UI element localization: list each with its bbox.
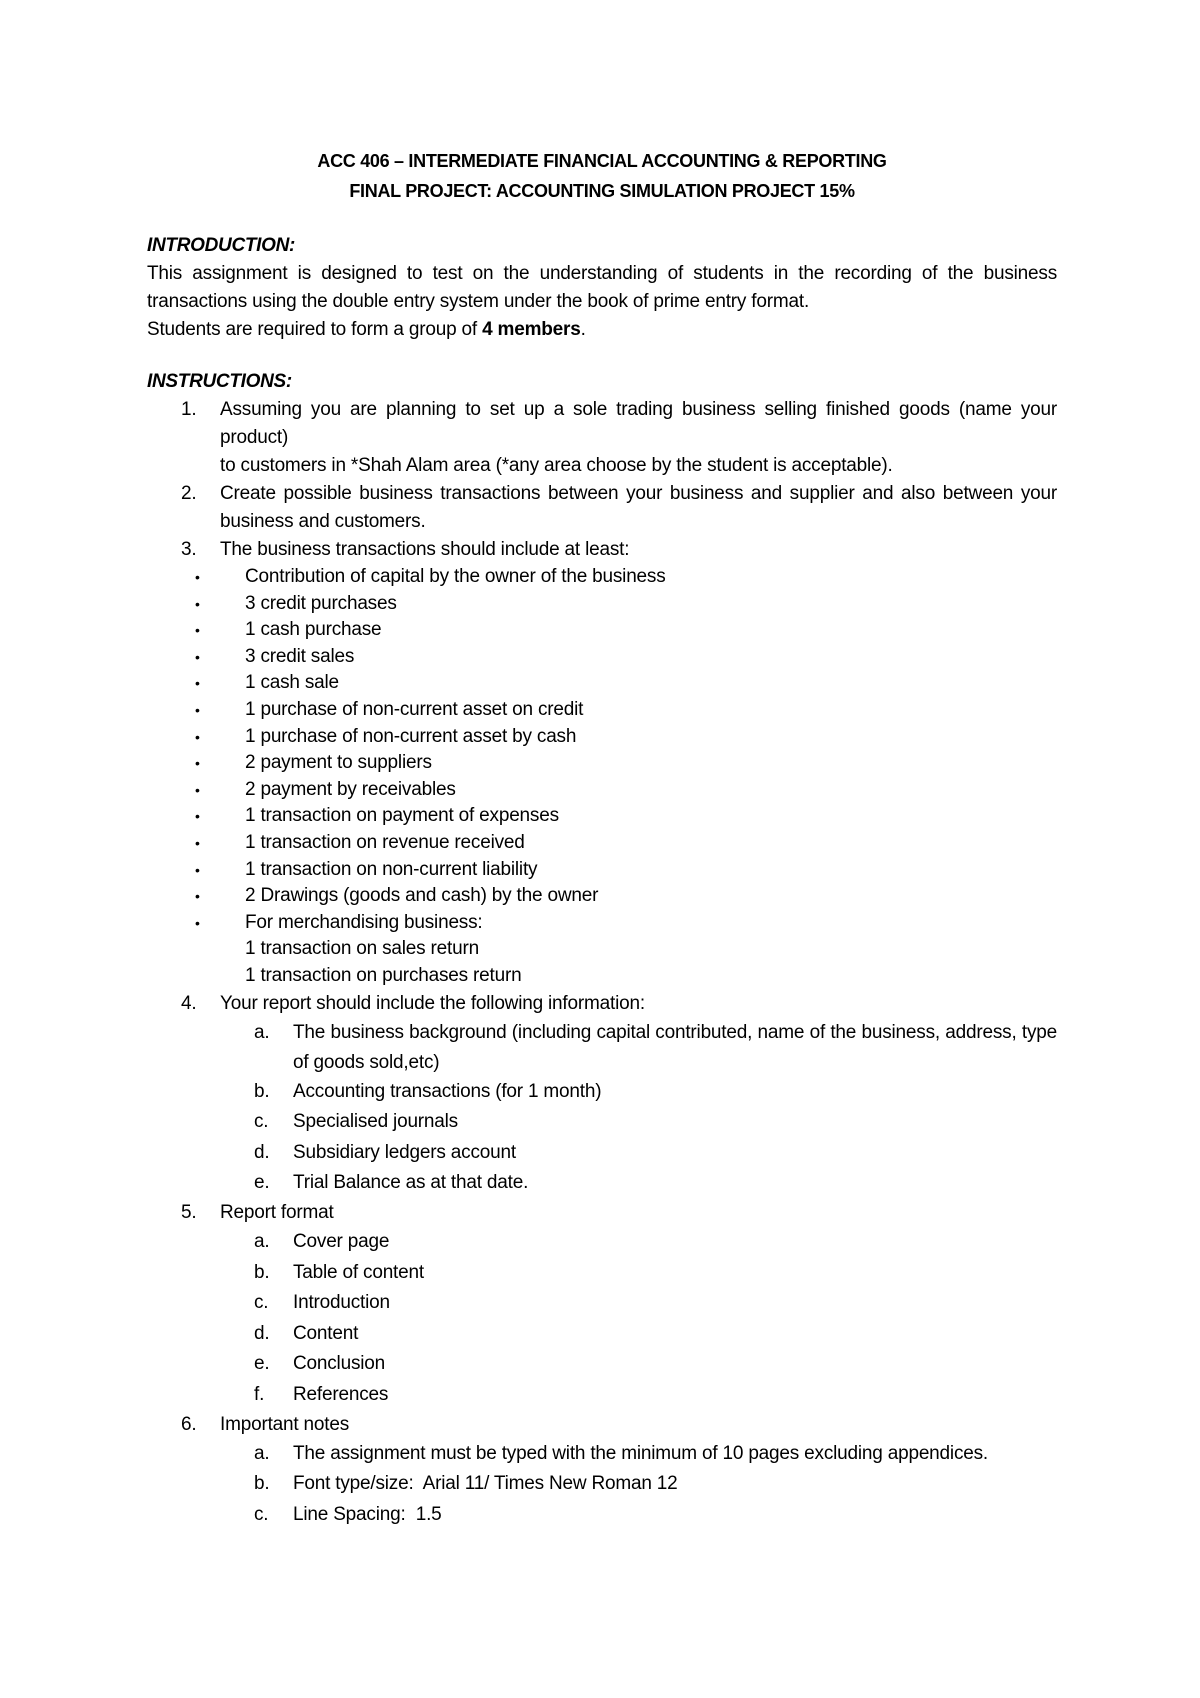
group-size-prefix: Students are required to form a group of xyxy=(147,319,483,340)
instruction-item-4 xyxy=(147,990,1057,1018)
instruction-text-line-1: Report format xyxy=(220,1202,334,1224)
list-item: e. Conclusion xyxy=(254,1353,385,1375)
bullet-icon: • xyxy=(195,701,200,718)
list-item: • 2 payment by receivables xyxy=(147,777,1057,804)
bullet-icon: • xyxy=(195,808,200,825)
instruction-text-line-1: Create possible business transactions between your business and supplier and also between your xyxy=(220,483,1057,504)
group-size-bold: 4 members xyxy=(482,319,581,340)
document-title-line-1: ACC 406 – INTERMEDIATE FINANCIAL ACCOUNTING & REPORTING xyxy=(317,151,887,171)
list-item: • 1 purchase of non-current asset on credit xyxy=(147,697,1057,724)
list-item: • Contribution of capital by the owner of the business xyxy=(147,564,1057,591)
list-item: • 2 payment to suppliers xyxy=(147,750,1057,777)
instruction-text-line-2: to customers in *Shah Alam area (*any area choose by the student is acceptable). xyxy=(220,455,893,476)
instruction-item-5 xyxy=(147,1199,1057,1227)
list-item: d. Content xyxy=(254,1322,359,1344)
introduction-heading: INTRODUCTION: xyxy=(147,235,296,256)
bullet-icon: • xyxy=(195,914,200,931)
list-item: • 1 transaction on non-current liability xyxy=(147,857,1057,884)
list-item: • 1 purchase of non-current asset by cash xyxy=(147,724,1057,751)
instruction-number: 5. xyxy=(181,1202,197,1224)
instruction-text-line-1: Important notes xyxy=(220,1413,350,1435)
document-title-line-2: FINAL PROJECT: ACCOUNTING SIMULATION PROJECT 15% xyxy=(349,181,855,201)
instructions-list-continued-2 xyxy=(147,1199,1057,1227)
document-page xyxy=(147,146,1057,1530)
bullet-icon: • xyxy=(195,755,200,772)
list-item: f. References xyxy=(254,1384,389,1406)
instruction-item-3 xyxy=(147,536,1057,564)
list-item: b. Accounting transactions (for 1 month) xyxy=(254,1080,602,1102)
instructions-heading: INSTRUCTIONS: xyxy=(147,371,292,392)
bullet-icon: • xyxy=(195,834,200,851)
instructions-list xyxy=(147,396,1057,564)
list-item: • 2 Drawings (goods and cash) by the owner xyxy=(147,883,1057,910)
list-item: c. Introduction xyxy=(254,1292,390,1314)
bullet-icon: • xyxy=(195,595,200,612)
introduction-paragraph-line-1: This assignment is designed to test on the understanding of students in the recording of the business xyxy=(147,263,1057,284)
instruction-text-line-2: business and customers. xyxy=(220,511,426,532)
introduction-paragraph-line-2: transactions using the double entry system under the book of prime entry format. xyxy=(147,291,810,312)
required-transactions-list xyxy=(147,564,1057,990)
list-item: b. Font type/size: Arial 11/ Times New Roman 12 xyxy=(254,1473,678,1495)
list-item: b. Table of content xyxy=(254,1261,424,1283)
instruction-number: 1. xyxy=(181,399,197,420)
list-item: • For merchandising business: 1 transaction on sales return 1 transaction on purchases return xyxy=(147,910,1057,990)
report-info-list-rest xyxy=(147,1077,1057,1199)
list-item: • 1 cash purchase xyxy=(147,617,1057,644)
instruction-number: 4. xyxy=(181,992,197,1014)
important-notes-list xyxy=(147,1439,1057,1531)
list-item: • 3 credit purchases xyxy=(147,591,1057,618)
instruction-item-2 xyxy=(147,480,1057,536)
bullet-icon: • xyxy=(195,622,200,639)
instruction-text-line-1: Assuming you are planning to set up a sole trading business selling finished goods (name your product) xyxy=(220,399,1057,448)
list-item: e. Trial Balance as at that date. xyxy=(254,1172,529,1194)
bullet-icon: • xyxy=(195,728,200,745)
instructions-list-continued-3 xyxy=(147,1411,1057,1439)
bullet-icon: • xyxy=(195,675,200,692)
merchandising-sub-item: 1 transaction on purchases return xyxy=(245,964,522,986)
instruction-text-line-1: The business transactions should include at least: xyxy=(220,539,630,560)
list-item: • 1 cash sale xyxy=(147,670,1057,697)
instruction-item-1 xyxy=(147,396,1057,480)
bullet-icon: • xyxy=(195,569,200,585)
list-item: • 1 transaction on revenue received xyxy=(147,830,1057,857)
instruction-number: 3. xyxy=(181,539,197,560)
list-item: • 3 credit sales xyxy=(147,644,1057,671)
instruction-text-line-1: Your report should include the following information: xyxy=(220,992,645,1014)
bullet-icon: • xyxy=(195,861,200,878)
report-info-list xyxy=(147,1018,1057,1079)
merchandising-sub-item: 1 transaction on sales return xyxy=(245,938,479,960)
list-item: • 1 transaction on payment of expenses xyxy=(147,803,1057,830)
list-item: a. The business background (including capital contributed, name of the business, address, type of goods sold,etc) xyxy=(254,1021,1057,1074)
report-format-list xyxy=(147,1227,1057,1411)
group-size-paragraph xyxy=(147,316,1057,344)
bullet-icon: • xyxy=(195,888,200,905)
instruction-number: 6. xyxy=(181,1413,197,1435)
bullet-icon: • xyxy=(195,781,200,798)
list-item: d. Subsidiary ledgers account xyxy=(254,1141,516,1163)
list-item: c. Specialised journals xyxy=(254,1111,458,1133)
instruction-item-6 xyxy=(147,1411,1057,1439)
list-item: a. The assignment must be typed with the minimum of 10 pages excluding appendices. xyxy=(254,1442,988,1464)
group-size-suffix: . xyxy=(580,319,586,340)
instruction-number: 2. xyxy=(181,483,197,504)
instructions-list-continued xyxy=(147,990,1057,1018)
list-item: a. Cover page xyxy=(254,1231,390,1253)
bullet-icon: • xyxy=(195,648,200,665)
list-item: c. Line Spacing: 1.5 xyxy=(254,1503,442,1525)
